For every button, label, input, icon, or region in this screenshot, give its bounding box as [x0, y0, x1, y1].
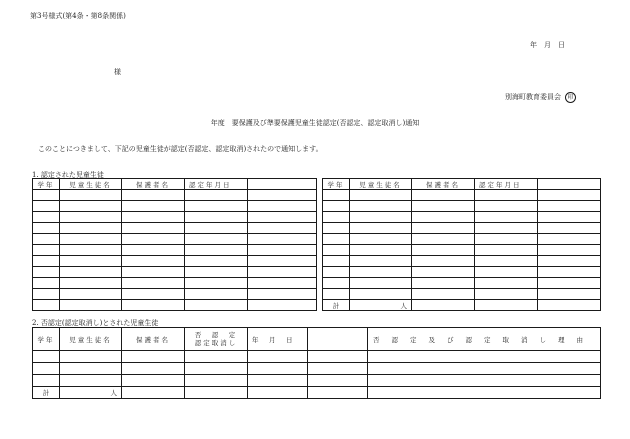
col-guardian-name: 保護者名 [122, 328, 185, 351]
table-row [33, 201, 601, 212]
table-row [33, 267, 601, 278]
section2-heading: 2. 否認定(認定取消し)とされた児童生徒 [32, 319, 159, 327]
col-certified-date-2: 認定年月日 [475, 179, 538, 190]
col-grade: 学年 [33, 328, 60, 351]
form-number: 第3号様式(第4条・第8条関係) [30, 12, 126, 20]
col-certified-date: 認定年月日 [185, 179, 248, 190]
issuer [505, 92, 576, 103]
rejection-type-line1: 否 認 定 [194, 331, 238, 339]
col-blank [308, 328, 368, 351]
rejection-type-line2: 認定取消し [194, 339, 238, 347]
table-header-row [33, 179, 601, 190]
table-row [33, 375, 601, 387]
issue-date: 年 月 日 [530, 41, 565, 49]
total-row [33, 300, 601, 311]
col-student-name: 児童生徒名 [60, 328, 122, 351]
col-rejection-type [185, 328, 248, 351]
col-student-name-2: 児童生徒名 [350, 179, 412, 190]
table-row [33, 234, 601, 245]
col-blank [248, 179, 317, 190]
table-row [33, 351, 601, 363]
total-label: 計 [33, 387, 60, 399]
col-grade-2: 学年 [323, 179, 350, 190]
col-blank-2 [538, 179, 601, 190]
col-guardian-name-2: 保護者名 [412, 179, 475, 190]
notice-body: このことにつきまして、下記の児童生徒が認定(否認定、認定取消)されたので通知します。 [38, 145, 323, 153]
rejected-students-table [32, 327, 601, 399]
issuer-name: 別海町教育委員会 [505, 93, 561, 101]
table-row [33, 245, 601, 256]
col-student-name: 児童生徒名 [60, 179, 122, 190]
table-header-row [33, 328, 601, 351]
col-guardian-name: 保護者名 [122, 179, 185, 190]
col-reason: 否認定及び認定取消し理由 [368, 328, 601, 351]
col-date: 年 月 日 [248, 328, 308, 351]
total-label: 計 [323, 300, 350, 311]
certified-students-table [32, 178, 601, 311]
table-row [33, 256, 601, 267]
table-row [33, 212, 601, 223]
section1-heading: 1. 認定された児童生徒 [32, 171, 104, 179]
total-row [33, 387, 601, 399]
total-unit: 人 [60, 387, 122, 399]
seal-icon: 印 [565, 92, 576, 103]
total-unit: 人 [350, 300, 412, 311]
table-row [33, 190, 601, 201]
table-row [33, 223, 601, 234]
notice-title: 年度 要保護及び準要保護児童生徒認定(否認定、認定取消し)通知 [210, 119, 420, 127]
addressee-suffix: 様 [114, 68, 121, 76]
col-grade: 学年 [33, 179, 60, 190]
table-row [33, 363, 601, 375]
table-row [33, 278, 601, 289]
table-row [33, 289, 601, 300]
